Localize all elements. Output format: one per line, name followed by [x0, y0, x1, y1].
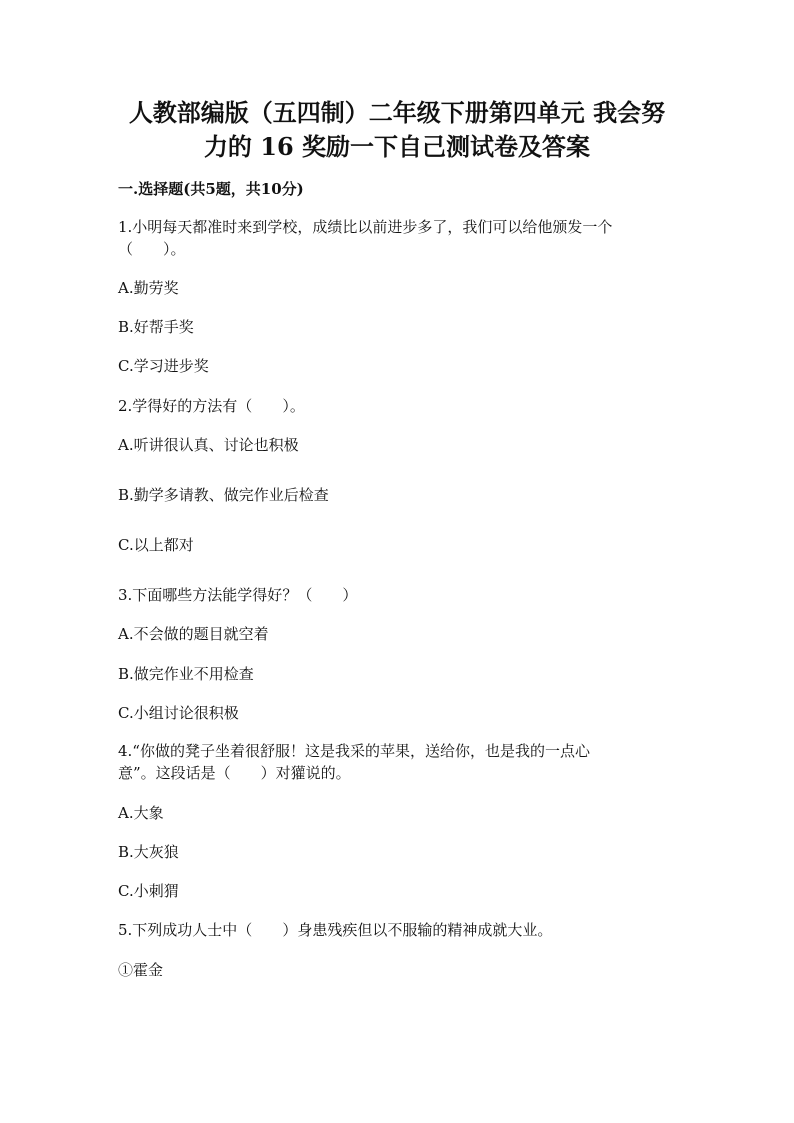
document-title-line-1: 人教部编版（五四制）二年级下册第四单元 我会努 [128, 98, 666, 127]
question-4-option-c: C.小刺猬 [118, 882, 179, 900]
question-1-option-c: C.学习进步奖 [118, 357, 209, 375]
question-4-stem [118, 740, 678, 784]
question-2-option-a: A.听讲很认真、讨论也积极 [118, 436, 299, 454]
document-title [110, 96, 684, 164]
question-5-stem [118, 919, 678, 941]
question-2-option-b: B.勤学多请教、做完作业后检查 [118, 486, 329, 504]
question-1-stem [118, 216, 678, 260]
question-1-option-a: A.勤劳奖 [118, 279, 179, 297]
question-5-stem-line-1: 5.下列成功人士中（ ）身患残疾但以不服输的精神成就大业。 [118, 921, 553, 939]
question-3-stem [118, 584, 678, 606]
question-1-stem-line-2: （ ）。 [118, 240, 186, 258]
question-3-stem-line-1: 3.下面哪些方法能学得好？（ ） [118, 586, 358, 604]
question-1-option-b: B.好帮手奖 [118, 318, 194, 336]
question-2-stem-line-1: 2.学得好的方法有（ ）。 [118, 397, 305, 415]
question-1-stem-line-1: 1.小明每天都准时来到学校，成绩比以前进步多了，我们可以给他颁发一个 [118, 218, 613, 236]
question-3-option-b: B.做完作业不用检查 [118, 665, 254, 683]
question-3-option-c: C.小组讨论很积极 [118, 704, 239, 722]
section-heading: 一.选择题(共5题，共10分) [118, 180, 304, 198]
question-4-option-b: B.大灰狼 [118, 843, 179, 861]
question-4-option-a: A.大象 [118, 804, 164, 822]
question-5-option-1: ①霍金 [118, 961, 164, 979]
question-3-option-a: A.不会做的题目就空着 [118, 625, 269, 643]
question-4-stem-line-1: 4.“你做的凳子坐着很舒服！这是我采的苹果，送给你，也是我的一点心 [118, 742, 590, 760]
question-2-stem [118, 395, 678, 417]
question-4-stem-line-2: 意”。这段话是（ ）对獾说的。 [118, 764, 351, 782]
document-title-line-2: 力的 16 奖励一下自己测试卷及答案 [203, 132, 591, 161]
question-2-option-c: C.以上都对 [118, 536, 194, 554]
